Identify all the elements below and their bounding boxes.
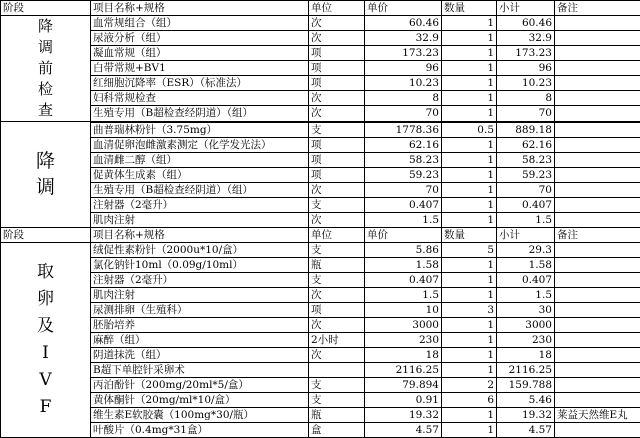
table-row (1, 212, 640, 227)
cell-subtotal: 62.16 (497, 137, 555, 152)
table-row (1, 31, 640, 46)
cell-note (555, 317, 640, 332)
table-row (1, 317, 640, 332)
column-header-price: 单价 (365, 1, 442, 16)
cell-subtotal: 59.23 (497, 167, 555, 182)
column-header-note: 备注 (555, 227, 640, 242)
cell-subtotal: 4.57 (497, 422, 555, 437)
cell-price: 5.86 (365, 242, 442, 257)
cell-note (555, 302, 640, 317)
column-header-stage: 阶段 (1, 1, 91, 16)
table-row (1, 122, 640, 138)
cell-note (555, 16, 640, 31)
table-row (1, 287, 640, 302)
cell-item: 注射器（2毫升） (91, 197, 309, 212)
cell-subtotal: 1.58 (497, 257, 555, 272)
cell-unit: 瓶 (309, 257, 365, 272)
cell-unit: 盒 (309, 422, 365, 437)
cell-item: 生殖专用（B超检查经阴道）（组） (91, 182, 309, 197)
cell-price: 1.5 (365, 287, 442, 302)
column-header-note: 备注 (555, 1, 640, 16)
cell-item: 尿液分析（组） (91, 31, 309, 46)
cell-subtotal: 159.788 (497, 377, 555, 392)
column-header-qty: 数量 (442, 227, 497, 242)
cell-price: 70 (365, 182, 442, 197)
cell-unit: 项 (309, 152, 365, 167)
cell-price: 19.32 (365, 407, 442, 422)
cell-item: 肌肉注射 (91, 212, 309, 227)
cell-note (555, 46, 640, 61)
cell-note (555, 242, 640, 257)
column-header-qty: 数量 (442, 1, 497, 16)
cell-item: 阴道抹洗（组） (91, 347, 309, 362)
cell-item: 绒促性素粉针（2000u*10/盒） (91, 242, 309, 257)
cell-price: 2116.25 (365, 362, 442, 377)
column-header-stage: 阶段 (1, 227, 91, 242)
cell-subtotal: 58.23 (497, 152, 555, 167)
cell-subtotal: 96 (497, 61, 555, 76)
cell-price: 8 (365, 91, 442, 106)
cell-price: 1778.36 (365, 122, 442, 138)
table-row (1, 302, 640, 317)
cell-unit: 支 (309, 377, 365, 392)
stage-label: 降 调 (1, 122, 91, 228)
cell-note (555, 152, 640, 167)
cell-subtotal: 29.3 (497, 242, 555, 257)
cell-qty: 1 (442, 182, 497, 197)
cell-unit: 次 (309, 287, 365, 302)
cell-item: 肌肉注射 (91, 287, 309, 302)
cell-note (555, 31, 640, 46)
table-row (1, 362, 640, 377)
cell-note (555, 122, 640, 138)
cell-item: 尿测排卵（生殖科） (91, 302, 309, 317)
cell-unit: 次 (309, 31, 365, 46)
cell-subtotal: 60.46 (497, 16, 555, 31)
cell-note (555, 106, 640, 122)
cell-unit: 次 (309, 16, 365, 31)
table-row (1, 46, 640, 61)
cell-item: 叶酸片（0.4mg*31盒） (91, 422, 309, 437)
cell-unit (309, 362, 365, 377)
cell-qty: 1 (442, 46, 497, 61)
cell-qty: 1 (442, 152, 497, 167)
column-header-price: 单价 (365, 227, 442, 242)
cell-unit: 项 (309, 61, 365, 76)
cell-note (555, 197, 640, 212)
cell-unit: 项 (309, 46, 365, 61)
cell-unit: 次 (309, 347, 365, 362)
cell-note (555, 76, 640, 91)
table-row (1, 392, 640, 407)
cell-price: 0.407 (365, 272, 442, 287)
cell-unit: 项 (309, 167, 365, 182)
cell-subtotal: 173.23 (497, 46, 555, 61)
cell-subtotal: 5.46 (497, 392, 555, 407)
cell-item: 血常规组合（组） (91, 16, 309, 31)
table-row (1, 137, 640, 152)
cell-price: 3000 (365, 317, 442, 332)
cell-item: 麻醉（组） (91, 332, 309, 347)
cell-note (555, 257, 640, 272)
cell-note (555, 392, 640, 407)
cell-note (555, 212, 640, 227)
cell-unit: 支 (309, 197, 365, 212)
cell-price: 70 (365, 106, 442, 122)
cell-note (555, 347, 640, 362)
cell-price: 1.5 (365, 212, 442, 227)
table-row (1, 106, 640, 122)
column-header-subtotal: 小计 (497, 1, 555, 16)
cell-subtotal: 70 (497, 182, 555, 197)
cell-item: 妇科常规检查 (91, 91, 309, 106)
cell-price: 62.16 (365, 137, 442, 152)
cell-note (555, 332, 640, 347)
cell-unit: 项 (309, 302, 365, 317)
cell-item: 白带常规+BV1 (91, 61, 309, 76)
cell-note (555, 377, 640, 392)
table-row (1, 61, 640, 76)
cell-qty: 1 (442, 76, 497, 91)
cell-subtotal: 19.32 (497, 407, 555, 422)
cell-qty: 6 (442, 392, 497, 407)
stage-label: 降 调 前 检 查 (1, 16, 91, 122)
cell-note (555, 422, 640, 437)
cell-qty: 0.5 (442, 122, 497, 138)
cell-price: 1.58 (365, 257, 442, 272)
cell-note: 莱益天然维E丸 (555, 407, 640, 422)
cell-qty: 1 (442, 407, 497, 422)
cell-price: 59.23 (365, 167, 442, 182)
cell-item: 黄体酮针（20mg/ml*10/盒） (91, 392, 309, 407)
cell-note (555, 137, 640, 152)
table-row (1, 347, 640, 362)
table-row (1, 407, 640, 422)
cell-unit: 次 (309, 91, 365, 106)
cell-qty: 1 (442, 167, 497, 182)
cell-item: 促黄体生成素（组） (91, 167, 309, 182)
cell-item: 丙泊酚针（200mg/20ml*5/盒） (91, 377, 309, 392)
table-row (1, 182, 640, 197)
cell-note (555, 287, 640, 302)
cell-subtotal: 2116.25 (497, 362, 555, 377)
cell-qty: 1 (442, 31, 497, 46)
cell-unit: 支 (309, 242, 365, 257)
table-row (1, 242, 640, 257)
cell-subtotal: 0.407 (497, 197, 555, 212)
cell-qty: 1 (442, 137, 497, 152)
cell-qty: 1 (442, 332, 497, 347)
table-row (1, 16, 640, 31)
cell-unit: 支 (309, 392, 365, 407)
cell-price: 4.57 (365, 422, 442, 437)
cell-qty: 1 (442, 257, 497, 272)
cell-item: B超下单腔针采卵术 (91, 362, 309, 377)
cell-item: 凝血常规（组） (91, 46, 309, 61)
cell-price: 96 (365, 61, 442, 76)
cell-qty: 1 (442, 317, 497, 332)
cell-item: 维生素E软胶囊（100mg*30/瓶） (91, 407, 309, 422)
cell-unit: 次 (309, 317, 365, 332)
cell-qty: 1 (442, 91, 497, 106)
table-row (1, 257, 640, 272)
cell-note (555, 61, 640, 76)
cell-subtotal: 889.18 (497, 122, 555, 138)
cell-price: 0.407 (365, 197, 442, 212)
cell-note (555, 272, 640, 287)
stage-label: 取 卵 及 I V F (1, 242, 91, 437)
table-row (1, 167, 640, 182)
cell-qty: 1 (442, 422, 497, 437)
cell-price: 18 (365, 347, 442, 362)
cell-subtotal: 8 (497, 91, 555, 106)
cell-price: 230 (365, 332, 442, 347)
cell-item: 血清雌二醇（组） (91, 152, 309, 167)
cell-unit: 项 (309, 76, 365, 91)
cell-qty: 1 (442, 197, 497, 212)
column-header-unit: 单位 (309, 1, 365, 16)
cell-unit: 项 (309, 137, 365, 152)
header-row (1, 1, 640, 16)
table-row (1, 332, 640, 347)
cell-item: 生殖专用（B超检查经阴道）（组） (91, 106, 309, 122)
cell-item: 曲普瑞林粉针（3.75mg） (91, 122, 309, 138)
cell-subtotal: 30 (497, 302, 555, 317)
cell-note (555, 167, 640, 182)
table-row (1, 91, 640, 106)
cell-item: 注射器（2毫升） (91, 272, 309, 287)
cell-qty: 1 (442, 16, 497, 31)
cell-price: 0.91 (365, 392, 442, 407)
column-header-item: 项目名称+规格 (91, 227, 309, 242)
cell-qty: 1 (442, 212, 497, 227)
cell-price: 10 (365, 302, 442, 317)
cell-subtotal: 1.5 (497, 212, 555, 227)
column-header-subtotal: 小计 (497, 227, 555, 242)
cell-unit: 瓶 (309, 407, 365, 422)
cell-item: 胚胎培养 (91, 317, 309, 332)
cell-note (555, 362, 640, 377)
cell-subtotal: 3000 (497, 317, 555, 332)
cell-subtotal: 0.407 (497, 272, 555, 287)
column-header-unit: 单位 (309, 227, 365, 242)
cell-note (555, 91, 640, 106)
cell-unit: 次 (309, 212, 365, 227)
cell-unit: 次 (309, 106, 365, 122)
table-row (1, 197, 640, 212)
table-row (1, 76, 640, 91)
cell-price: 58.23 (365, 152, 442, 167)
cell-subtotal: 32.9 (497, 31, 555, 46)
cell-price: 60.46 (365, 16, 442, 31)
cell-subtotal: 18 (497, 347, 555, 362)
cell-item: 血清促卵泡雌激素测定（化学发光法） (91, 137, 309, 152)
cell-qty: 2 (442, 377, 497, 392)
cell-subtotal: 70 (497, 106, 555, 122)
cell-qty: 1 (442, 347, 497, 362)
table-row (1, 152, 640, 167)
cell-qty: 1 (442, 272, 497, 287)
cell-subtotal: 230 (497, 332, 555, 347)
cell-unit: 支 (309, 122, 365, 138)
cell-price: 79.894 (365, 377, 442, 392)
cell-note (555, 182, 640, 197)
cell-subtotal: 10.23 (497, 76, 555, 91)
cell-price: 173.23 (365, 46, 442, 61)
cell-unit: 支 (309, 272, 365, 287)
cell-item: 氯化钠针10ml（0.09g/10ml） (91, 257, 309, 272)
cell-qty: 3 (442, 302, 497, 317)
cell-subtotal: 1.5 (497, 287, 555, 302)
cell-qty: 1 (442, 106, 497, 122)
cell-unit: 次 (309, 182, 365, 197)
cell-price: 32.9 (365, 31, 442, 46)
cell-unit: 2小时 (309, 332, 365, 347)
cell-qty: 1 (442, 287, 497, 302)
table-row (1, 377, 640, 392)
cell-qty: 1 (442, 61, 497, 76)
header-row (1, 227, 640, 242)
cell-price: 10.23 (365, 76, 442, 91)
cell-item: 红细胞沉降率（ESR）（标准法） (91, 76, 309, 91)
table-row (1, 272, 640, 287)
table-row (1, 422, 640, 437)
cell-qty: 1 (442, 362, 497, 377)
column-header-item: 项目名称+规格 (91, 1, 309, 16)
cell-qty: 5 (442, 242, 497, 257)
